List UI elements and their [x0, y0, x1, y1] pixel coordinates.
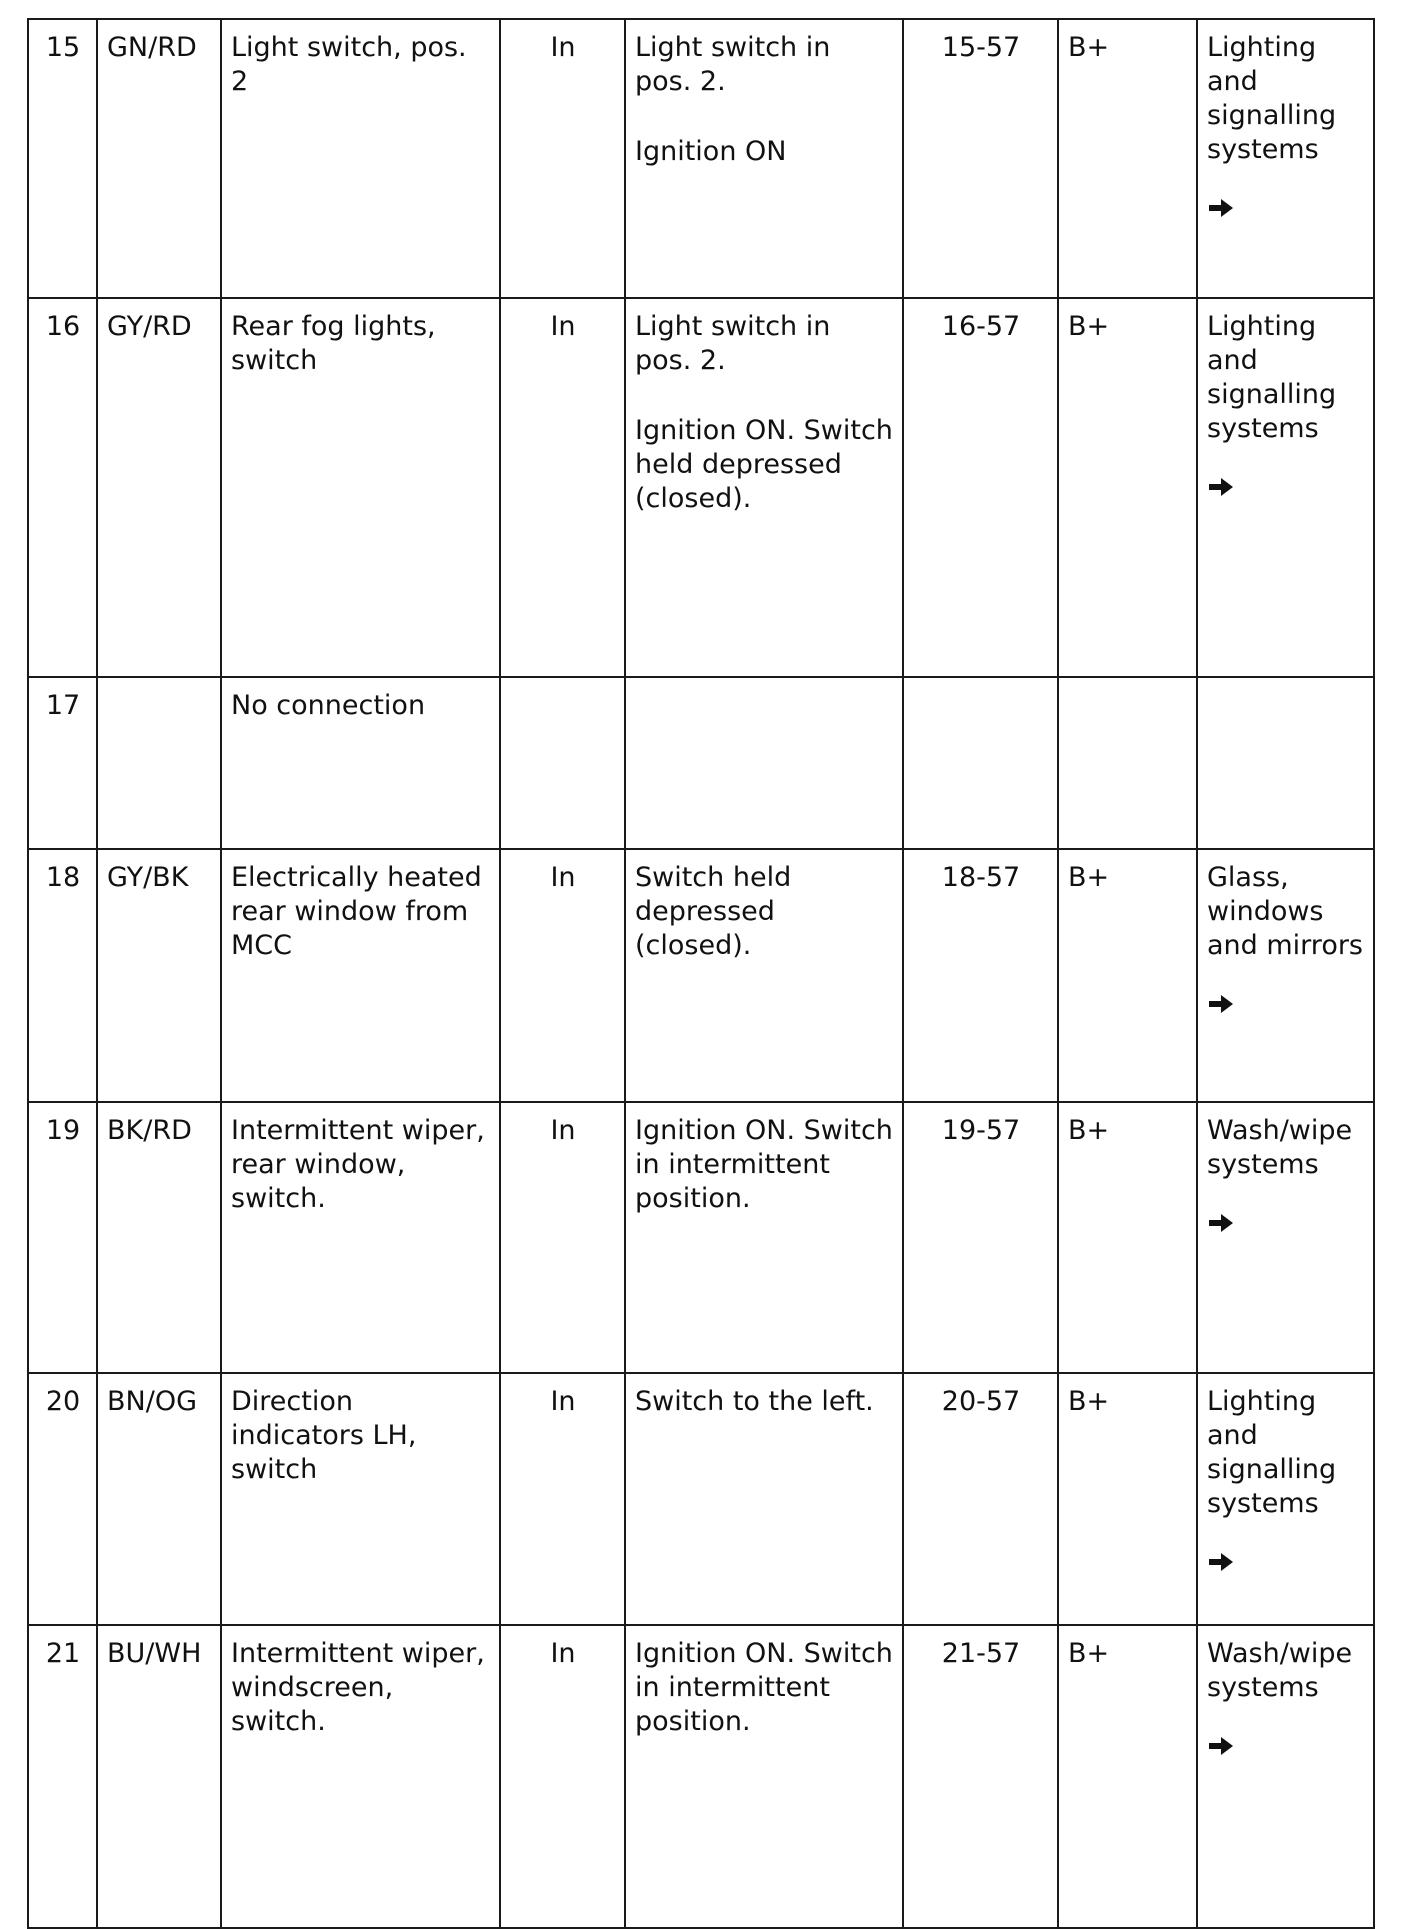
condition-cell: [625, 19, 903, 298]
pin-number-cell: 18: [28, 849, 97, 1102]
direction-cell: In: [500, 298, 625, 677]
measure-points-cell: 18-57: [903, 849, 1058, 1102]
function-cell: Light switch, pos. 2: [221, 19, 500, 298]
reference-cell: [1197, 1625, 1374, 1928]
direction-cell: In: [500, 849, 625, 1102]
value-cell: B+: [1058, 298, 1197, 677]
wire-color-cell: GY/RD: [97, 298, 221, 677]
wire-color-cell: BU/WH: [97, 1625, 221, 1928]
reference-link-text: Lighting and signalling systems: [1207, 311, 1337, 444]
pin-number-cell: 17: [28, 677, 97, 849]
arrow-right-icon[interactable]: [1207, 1212, 1235, 1234]
value-cell: B+: [1058, 19, 1197, 298]
pin-number-cell: 21: [28, 1625, 97, 1928]
function-cell: Intermittent wiper, rear window, switch.: [221, 1102, 500, 1373]
condition-cell: [625, 849, 903, 1102]
condition-text: Switch held depressed (closed).: [635, 862, 792, 961]
arrow-right-icon[interactable]: [1207, 197, 1235, 219]
condition-text: Ignition ON. Switch held depressed (closed).: [635, 415, 893, 514]
table-row: [28, 1373, 1374, 1625]
reference-link-text: Wash/wipe systems: [1207, 1638, 1353, 1703]
direction-cell: [500, 677, 625, 849]
function-cell: Electrically heated rear window from MCC: [221, 849, 500, 1102]
pin-table-body: [28, 19, 1374, 1928]
value-cell: B+: [1058, 1625, 1197, 1928]
condition-cell: [625, 1625, 903, 1928]
condition-cell: [625, 298, 903, 677]
condition-text: Ignition ON. Switch in intermittent position.: [635, 1115, 893, 1214]
function-cell: Rear fog lights, switch: [221, 298, 500, 677]
value-cell: B+: [1058, 1102, 1197, 1373]
direction-cell: In: [500, 19, 625, 298]
direction-cell: In: [500, 1625, 625, 1928]
measure-points-cell: 21-57: [903, 1625, 1058, 1928]
measure-points-cell: 19-57: [903, 1102, 1058, 1373]
measure-points-cell: 20-57: [903, 1373, 1058, 1625]
function-cell: No connection: [221, 677, 500, 849]
wire-color-cell: GN/RD: [97, 19, 221, 298]
reference-cell: [1197, 298, 1374, 677]
condition-text: Ignition ON: [635, 136, 787, 167]
function-cell: Intermittent wiper, windscreen, switch.: [221, 1625, 500, 1928]
direction-cell: In: [500, 1373, 625, 1625]
table-row: [28, 849, 1374, 1102]
wire-color-cell: [97, 677, 221, 849]
function-cell: Direction indicators LH, switch: [221, 1373, 500, 1625]
arrow-right-icon[interactable]: [1207, 476, 1235, 498]
condition-text: Switch to the left.: [635, 1386, 874, 1417]
reference-link-text: Lighting and signalling systems: [1207, 32, 1337, 165]
reference-cell: [1197, 849, 1374, 1102]
table-row: [28, 677, 1374, 849]
pin-number-cell: 19: [28, 1102, 97, 1373]
value-cell: [1058, 677, 1197, 849]
arrow-right-icon[interactable]: [1207, 1735, 1235, 1757]
direction-cell: In: [500, 1102, 625, 1373]
reference-link-text: Lighting and signalling systems: [1207, 1386, 1337, 1519]
reference-cell: [1197, 1373, 1374, 1625]
pin-number-cell: 16: [28, 298, 97, 677]
table-row: [28, 1625, 1374, 1928]
reference-link-text: Wash/wipe systems: [1207, 1115, 1353, 1180]
reference-cell: [1197, 677, 1374, 849]
condition-text: Light switch in pos. 2.: [635, 311, 831, 376]
reference-cell: [1197, 1102, 1374, 1373]
measure-points-cell: 16-57: [903, 298, 1058, 677]
measure-points-cell: 15-57: [903, 19, 1058, 298]
condition-cell: [625, 1373, 903, 1625]
pin-table: [27, 18, 1375, 1929]
value-cell: B+: [1058, 849, 1197, 1102]
condition-text: Light switch in pos. 2.: [635, 32, 831, 97]
pin-number-cell: 20: [28, 1373, 97, 1625]
condition-cell: [625, 677, 903, 849]
pin-number-cell: 15: [28, 19, 97, 298]
condition-cell: [625, 1102, 903, 1373]
table-row: [28, 19, 1374, 298]
reference-link-text: Glass, windows and mirrors: [1207, 862, 1364, 961]
wire-color-cell: BN/OG: [97, 1373, 221, 1625]
wire-color-cell: BK/RD: [97, 1102, 221, 1373]
table-row: [28, 1102, 1374, 1373]
table-row: [28, 298, 1374, 677]
arrow-right-icon[interactable]: [1207, 993, 1235, 1015]
measure-points-cell: [903, 677, 1058, 849]
reference-cell: [1197, 19, 1374, 298]
arrow-right-icon[interactable]: [1207, 1551, 1235, 1573]
wire-color-cell: GY/BK: [97, 849, 221, 1102]
value-cell: B+: [1058, 1373, 1197, 1625]
condition-text: Ignition ON. Switch in intermittent position.: [635, 1638, 893, 1737]
